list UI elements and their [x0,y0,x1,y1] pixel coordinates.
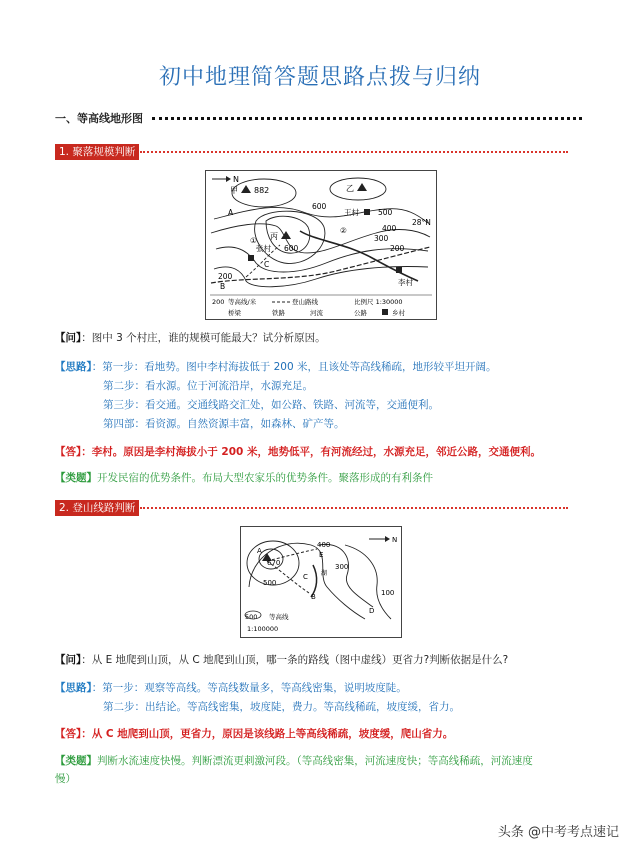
legend-road: 公路 [354,309,367,317]
point-a: A [228,208,234,217]
part2-similar [55,754,533,768]
contour-yi [330,178,386,200]
part2-divider [140,507,568,509]
answer-text-2: ：从 C 地爬到山顶，更省力，原因是该线路上等高线稀疏，坡度缓，爬山省力。 [81,728,454,740]
h400-2: 400 [317,541,331,549]
legend-contour: 等高线/米 [228,298,257,306]
lizi-label: 李村 [398,278,413,287]
part2-question [55,653,508,667]
legend-bridge: 桥梁 [228,309,241,317]
section-divider [152,117,582,120]
zhangcun-icon [248,255,254,261]
lizi-icon [396,267,402,273]
question-tag-2: 【问】 [55,654,82,666]
section-heading-text: 一、等高线地形图 [55,112,143,125]
wangcun-label: 王村 [344,208,359,217]
contour-map-1-drawing [206,171,436,319]
h500a-2: 500 [263,579,277,587]
contour-300-2 [319,544,373,607]
circle-1: ① [250,236,257,245]
h600b: 600 [284,244,299,253]
h200b: 200 [218,272,233,281]
peak-height-2: 670 [267,559,281,567]
legend-river: 河流 [310,309,323,317]
think-tag: 【思路】 [55,361,92,373]
part2-label: 2. 登山线路判断 [55,500,139,516]
part1-question [55,331,326,345]
pool-label: 湖 [321,570,328,577]
contour-map-2 [240,526,402,638]
point-b: B [220,282,226,291]
legend-200: 200 [212,298,225,306]
point-c-2: C [303,573,308,581]
part1-step-2: 第二步：看水源。位于河流沿岸，水源充足。 [103,380,313,392]
question-text-2: ：从 E 地爬到山顶，从 C 地爬到山顶，哪一条的路线（图中虚线）更省力?判断依据是什么? [81,654,509,666]
north-label: N [233,175,239,184]
part2-step-1 [55,681,407,695]
part1-divider [140,151,568,153]
peak-yi-icon [357,183,367,191]
h300: 300 [374,234,389,243]
contour-map-1 [205,170,437,320]
legend-village-icon [382,309,388,315]
part1-answer [55,445,541,459]
north-label-2: N [392,536,398,544]
legend-route: 登山路线 [292,298,318,306]
step-text-2: ：第一步：观察等高线。等高线数量多，等高线密集，说明坡度陡。 [91,682,407,694]
peak-yi-label: 乙 [346,184,354,193]
similar-tag-2: 【类题】 [55,755,97,767]
north-arrow-icon [226,176,231,182]
point-d-2: D [369,607,375,615]
answer-text: ：李村。原因是李村海拔小于 200 米，地势低平，有河流经过，水源充足，邻近公路，交通便利。 [81,446,541,458]
part1-label: 1. 聚落规模判断 [55,144,139,160]
question-tag: 【问】 [55,332,82,344]
north-arrow-icon-2 [385,536,390,542]
wangcun-icon [364,209,370,215]
part2-answer [55,727,453,741]
h100-2: 100 [381,589,395,597]
part1-step-3: 第三步：看交通。交通线路交汇处，如公路、铁路、河流等，交通便利。 [103,399,439,411]
circle-2: ② [340,226,347,235]
part1-step-1 [55,360,496,374]
peak-jia-label: 甲 [230,186,238,195]
part2-step-2: 第二步：出结论。等高线密集，坡度陡，费力。等高线稀疏，坡度缓，省力。 [103,701,460,713]
latitude-label: 28°N [412,218,431,227]
similar-text: 开发民宿的优势条件。布局大型农家乐的优势条件。聚落形成的有利条件 [97,472,433,484]
contour-100-2 [345,545,391,619]
part1-similar [55,471,433,485]
think-tag-2: 【思路】 [55,682,92,694]
point-c: C [264,260,270,269]
similar-text-2a: 判断水流速度快慢。判断漂流更刺激河段。（等高线密集，河流速度快；等高线稀疏，河流速度 [97,755,533,767]
legend-scale-2: 1:100000 [247,625,279,633]
legend-rail: 铁路 [272,309,285,317]
point-b-2: B [311,593,316,601]
peak-jia-height: 882 [254,186,270,195]
part1-step-4: 第四部：看资源。自然资源丰富，如森林、矿产等。 [103,418,345,430]
peak-bing-label: 丙 [270,232,278,241]
h600a: 600 [312,202,327,211]
legend-contour-2: 等高线 [269,613,289,621]
zhangcun-label: 张村 [256,244,271,253]
part2-similar-cont: 慢） [55,773,76,785]
h500: 500 [378,208,393,217]
peak-label-2: A [257,547,262,555]
similar-tag: 【类题】 [55,472,97,484]
legend-village: 乡村 [392,309,405,317]
h200a: 200 [390,244,405,253]
watermark: 头条 @中考考点速记 [495,820,622,841]
step-text: ：第一步：看地势。图中李村海拔低于 200 米，且该处等高线稀疏，地形较平坦开阔。 [91,361,497,373]
h400: 400 [382,224,397,233]
legend-500-2: 500 [245,613,258,621]
point-e-2: E [319,551,324,559]
question-text: ：图中 3 个村庄，谁的规模可能最大？试分析原因。 [81,332,326,344]
section-heading [55,110,143,126]
answer-tag-2: 【答】 [55,728,82,740]
legend-scale: 比例尺 1:30000 [354,298,403,306]
answer-tag: 【答】 [55,446,82,458]
peak-jia-icon [241,185,251,193]
contour-map-2-drawing [241,527,401,637]
page-title: 初中地理简答题思路点拨与归纳 [158,65,481,90]
h300-2: 300 [335,563,349,571]
